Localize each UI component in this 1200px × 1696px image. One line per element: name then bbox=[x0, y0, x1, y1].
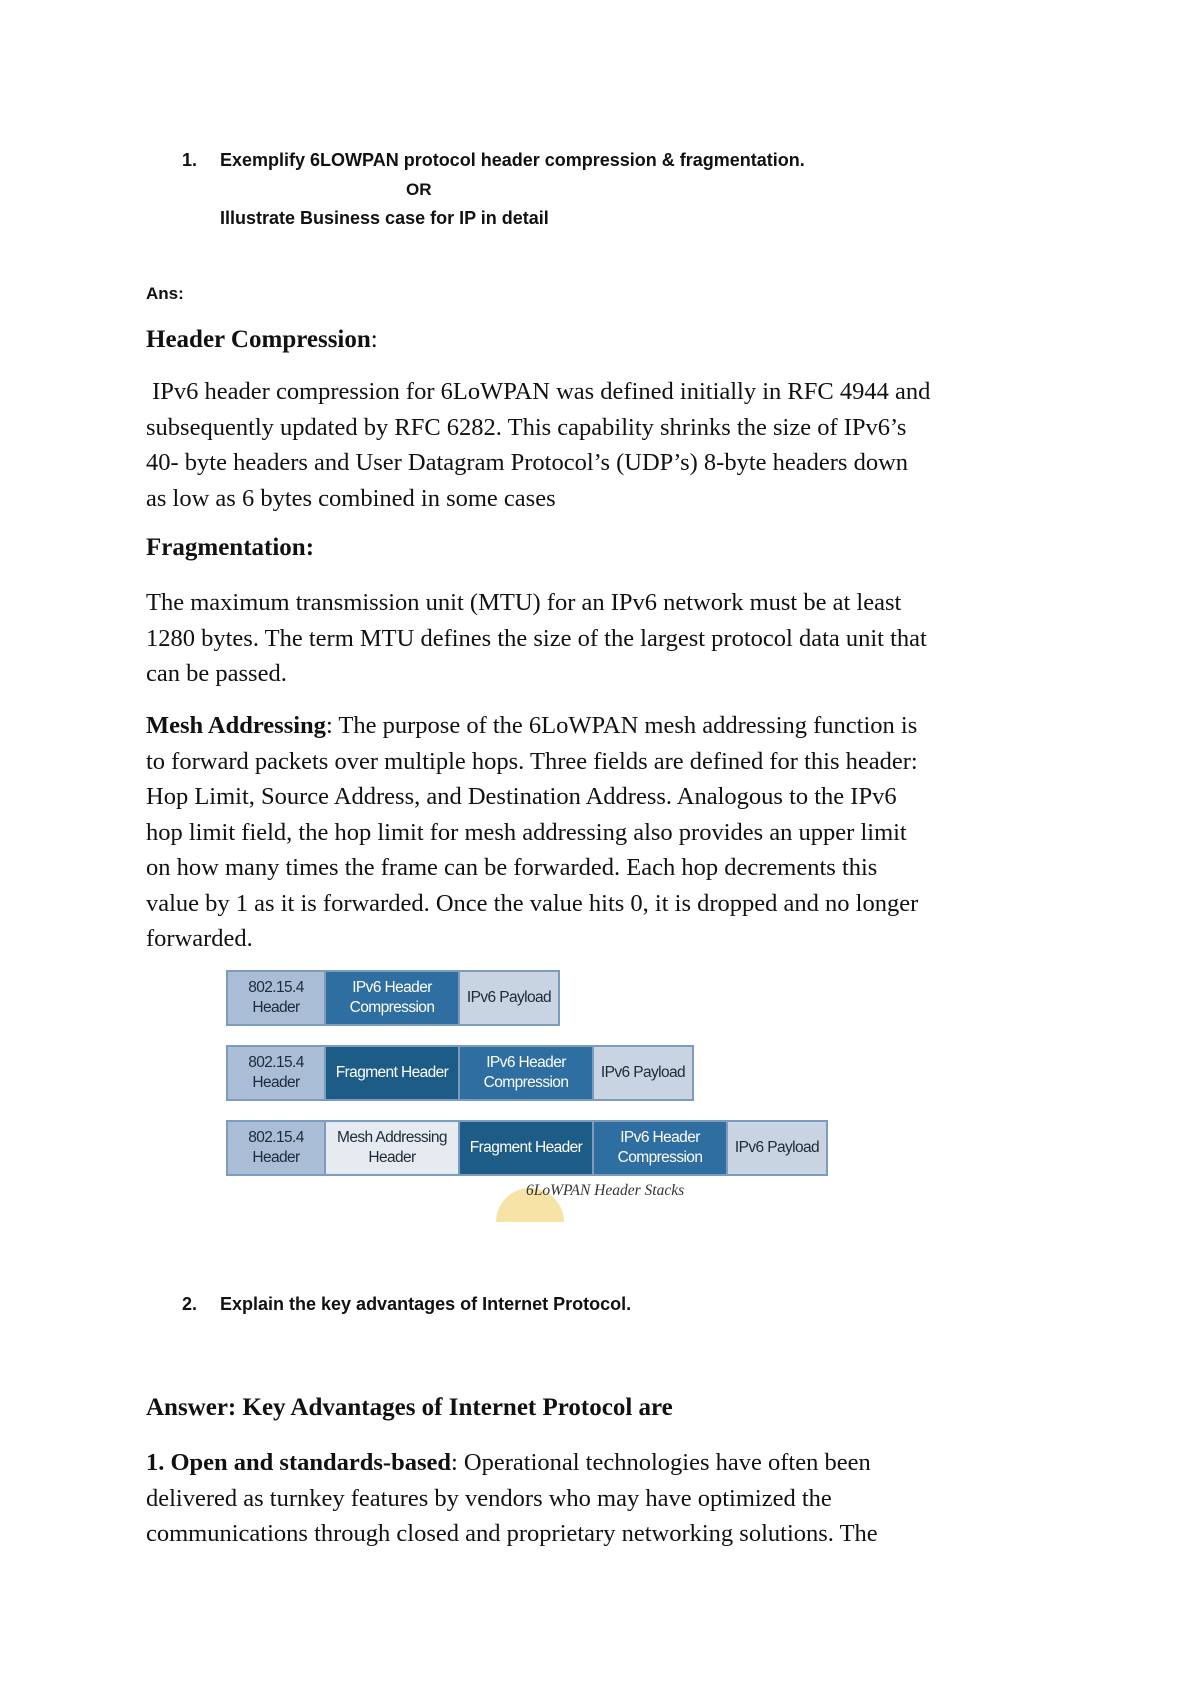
stack-cell-fragment-header: Fragment Header bbox=[326, 1045, 460, 1101]
paragraph-line: delivered as turnkey features by vendors who may have optimized the bbox=[146, 1484, 832, 1512]
stack-row-3 bbox=[226, 1120, 828, 1176]
advantages-paragraph bbox=[146, 1445, 1076, 1552]
advantage-term: 1. Open and standards-based bbox=[146, 1449, 451, 1476]
alternate-question: Illustrate Business case for IP in detail bbox=[220, 208, 549, 228]
paragraph-line: forwarded. bbox=[146, 925, 253, 952]
stack-cell-ipv6-header-compression: IPv6 Header Compression bbox=[594, 1120, 728, 1176]
paragraph-line: hop limit field, the hop limit for mesh addressing also provides an upper limit bbox=[146, 818, 907, 846]
header-stacks-diagram bbox=[226, 970, 826, 1230]
fragmentation-paragraph bbox=[146, 585, 1076, 692]
paragraph-line: 1280 bytes. The term MTU defines the size of the largest protocol data unit that bbox=[146, 624, 927, 652]
stack-cell-ipv6-payload: IPv6 Payload bbox=[728, 1120, 828, 1176]
stack-cell-ipv6-payload: IPv6 Payload bbox=[460, 970, 560, 1026]
paragraph-line: value by 1 as it is forwarded. Once the value hits 0, it is dropped and no longer bbox=[146, 889, 919, 917]
paragraph-line: 40- byte headers and User Datagram Protocol’s (UDP’s) 8-byte headers down bbox=[146, 449, 909, 476]
answer-label: Ans: bbox=[146, 284, 184, 303]
stack-row-1 bbox=[226, 970, 560, 1026]
paragraph-line bbox=[146, 708, 1076, 744]
paragraph-line: as low as 6 bytes combined in some cases bbox=[146, 484, 556, 512]
question-text: Explain the key advantages of Internet Protocol. bbox=[220, 1294, 632, 1314]
paragraph-line: can be passed. bbox=[146, 660, 287, 687]
stack-cell-mesh-addressing-header: Mesh Addressing Header bbox=[326, 1120, 460, 1176]
stack-cell-ipv6-header-compression: IPv6 Header Compression bbox=[326, 970, 460, 1026]
paragraph-line: Hop Limit, Source Address, and Destination Address. Analogous to the IPv6 bbox=[146, 783, 897, 810]
paragraph-line bbox=[146, 1445, 1076, 1481]
paragraph-text: : Operational technologies have often been bbox=[450, 1449, 871, 1476]
question-number: 1. bbox=[182, 150, 198, 170]
stack-cell-802154-header: 802.15.4 Header bbox=[226, 970, 326, 1026]
stack-cell-ipv6-payload: IPv6 Payload bbox=[594, 1045, 694, 1101]
heading-key-advantages: Answer: Key Advantages of Internet Protocol are bbox=[146, 1394, 673, 1421]
paragraph-line: IPv6 header compression for 6LoWPAN was defined initially in RFC 4944 and bbox=[146, 378, 931, 405]
paragraph-line: subsequently updated by RFC 6282. This capability shrinks the size of IPv6’s bbox=[146, 413, 907, 441]
paragraph-line: to forward packets over multiple hops. Three fields are defined for this header: bbox=[146, 747, 918, 775]
question-1 bbox=[182, 150, 805, 171]
or-separator: OR bbox=[406, 180, 432, 199]
mesh-addressing-term: Mesh Addressing bbox=[146, 712, 326, 739]
question-2 bbox=[182, 1294, 631, 1315]
stack-cell-802154-header: 802.15.4 Header bbox=[226, 1045, 326, 1101]
paragraph-line: communications through closed and proprietary networking solutions. The bbox=[146, 1520, 878, 1547]
heading-text: Header Compression bbox=[146, 326, 371, 353]
paragraph-text: : The purpose of the 6LoWPAN mesh addressing function is bbox=[325, 712, 918, 739]
question-number: 2. bbox=[182, 1294, 198, 1314]
mesh-addressing-paragraph bbox=[146, 708, 1076, 957]
header-compression-paragraph bbox=[146, 374, 1076, 516]
diagram-caption: 6LoWPAN Header Stacks bbox=[526, 1182, 685, 1199]
paragraph-line: The maximum transmission unit (MTU) for an IPv6 network must be at least bbox=[146, 589, 902, 616]
stack-cell-fragment-header: Fragment Header bbox=[460, 1120, 594, 1176]
paragraph-line: on how many times the frame can be forwarded. Each hop decrements this bbox=[146, 854, 878, 881]
heading-fragmentation: Fragmentation: bbox=[146, 534, 315, 561]
heading-header-compression bbox=[146, 326, 378, 354]
heading-colon: : bbox=[370, 326, 378, 353]
question-text: Exemplify 6LOWPAN protocol header compression & fragmentation. bbox=[220, 150, 805, 170]
stack-cell-802154-header: 802.15.4 Header bbox=[226, 1120, 326, 1176]
stack-cell-ipv6-header-compression: IPv6 Header Compression bbox=[460, 1045, 594, 1101]
stack-row-2 bbox=[226, 1045, 694, 1101]
